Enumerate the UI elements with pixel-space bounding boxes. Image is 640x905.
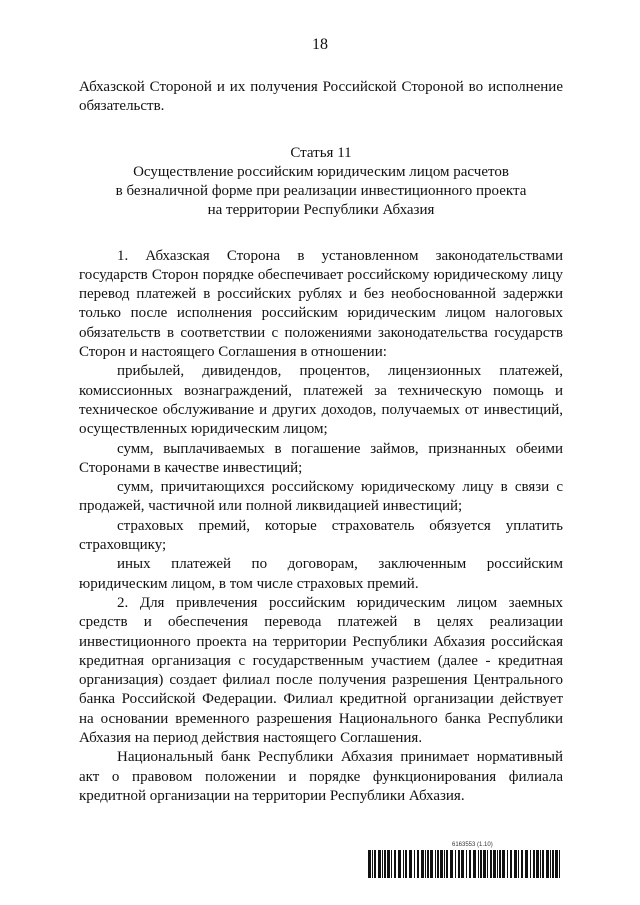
intro-paragraph: Абхазской Стороной и их получения Российской Стороной во исполнение обязательств. (79, 79, 563, 115)
article-title-line: Осуществление российским юридическим лицом расчетов (133, 163, 509, 180)
paragraph: страховых премий, которые страхователь обязуется уплатить страховщику; (79, 517, 563, 554)
document-body (79, 78, 563, 806)
document-code: 6163553 (1.10) (452, 842, 493, 848)
paragraph: сумм, причитающихся российскому юридическому лицу в связи с продажей, частичной или полной ликвидацией инвестиций; (79, 479, 563, 515)
article-title-line: на территории Республики Абхазия (207, 201, 435, 218)
paragraph: иных платежей по договорам, заключенным российским юридическим лицом, в том числе страховых премий. (79, 556, 563, 592)
paragraph: 1. Абхазская Сторона в установленном законодательствами государств Сторон порядке обеспечивает российскому юридическому лицу перевод платежей в российских рублях и без необоснованной задержки только после исполнения российским юридическим лицом налоговых обязательств в соответствии с положениями законодательства государств Сторон и настоящего Соглашения в отношении: (79, 247, 563, 361)
page-number: 18 (312, 36, 328, 53)
paragraph: сумм, выплачиваемых в погашение займов, признанных обеими Сторонами в качестве инвестиций; (79, 440, 563, 476)
barcode-icon (368, 850, 562, 878)
article-number: Статья 11 (290, 144, 352, 161)
article-title-line: в безналичной форме при реализации инвестиционного проекта (115, 182, 527, 199)
paragraph: прибылей, дивидендов, процентов, лицензионных платежей, комиссионных вознаграждений, платежей за техническую помощь и техническое обслуживание и других доходов, получаемых от инвестиций, осуществленных юридическим лицом; (79, 363, 563, 438)
paragraph: Национальный банк Республики Абхазия принимает нормативный акт о правовом положении и порядке функционирования филиала кредитной организации на территории Республики Абхазия. (79, 749, 563, 804)
article-heading (79, 144, 563, 220)
paragraph: 2. Для привлечения российским юридическим лицом заемных средств и обеспечения перевода платежей в целях реализации инвестиционного проекта на территории Республики Абхазия российская кредитная организация с государственным участием (далее - кредитная организация) создает филиал после получения разрешения Центрального банка Российской Федерации. Филиал кредитной организации действует на основании временного разрешения Национального банка Республики Абхазия на период действия настоящего Соглашения. (79, 594, 563, 747)
